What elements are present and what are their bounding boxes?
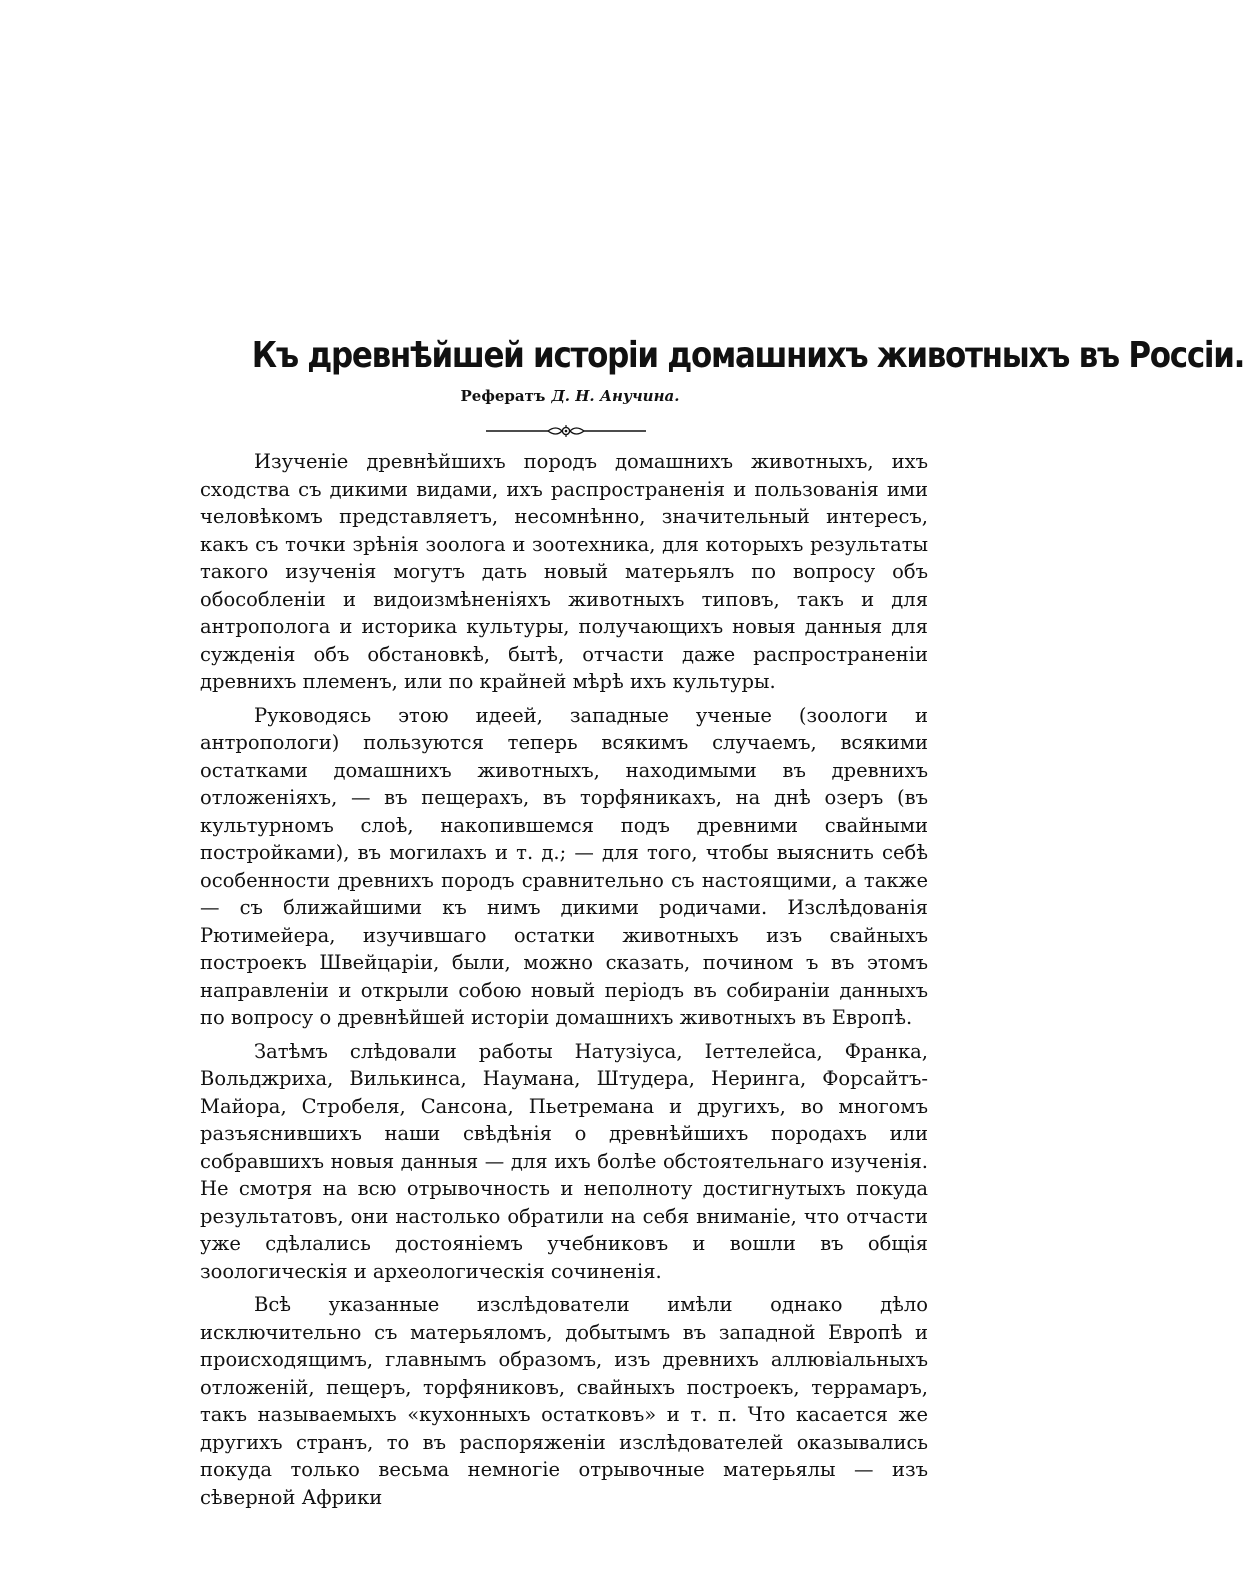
divider-ornament-icon bbox=[486, 424, 646, 438]
paragraph: Руководясь этою идеей, западные ученые (зоологи и антропологи) пользуются теперь всякимъ случаемъ, всякими остатками домашнихъ животныхъ, находимыми въ древнихъ отложеніяхъ, — въ пещерахъ, въ торфяникахъ, на днѣ озеръ (въ культурномъ слоѣ, накопившемся подъ древними свайными постройками), въ могилахъ и т. д.; — для того, чтобы выяснить себѣ особенности древнихъ породъ сравнительно съ настоящими, а также — съ ближайшими къ нимъ дикими родичами. Изслѣдованія Рютимейера, изучившаго остатки животныхъ изъ свайныхъ построекъ Швейцаріи, были, можно сказать, почином ъ въ этомъ направленіи и открыли собою новый періодъ въ собираніи данныхъ по вопросу о древнѣйшей исторіи домашнихъ животныхъ въ Европѣ. bbox=[200, 703, 928, 1029]
paragraph: Затѣмъ слѣдовали работы Натузіуса, Іеттелейса, Франка, Вольджриха, Вилькинса, Наумана, Штудера, Неринга, Форсайтъ-Майора, Стробеля, Сансона, Пьетремана и другихъ, во многомъ разъяснившихъ наши свѣдѣнія о древнѣйшихъ породахъ или собравшихъ новыя данныя — для ихъ болѣе обстоятельнаго изученія. Не смотря на всю отрывочность и неполноту достигнутыхъ покуда результатовъ, они настолько обратили на себя вниманіе, что отчасти уже сдѣлались достояніемъ учебниковъ и вошли въ общія зоологическія и археологическія сочиненія. bbox=[200, 1039, 928, 1283]
article-title: Къ древнѣйшей исторіи домашнихъ животныхъ въ Россіи. bbox=[251, 335, 1244, 376]
paragraph: Изученіе древнѣйшихъ породъ домашнихъ животныхъ, ихъ сходства съ дикими видами, ихъ распространенія и пользованія ими человѣкомъ представляетъ, несомнѣнно, значительный интересъ, какъ съ точки зрѣнія зоолога и зоотехника, для которыхъ результаты такого изученія могутъ дать новый матерьялъ по вопросу объ обособленіи и видоизмѣненіяхъ животныхъ типовъ, такъ и для антрополога и историка культуры, получающихъ новыя данныя для сужденія объ обстановкѣ, бытѣ, отчасти даже распространеніи древнихъ племенъ, или по крайней мѣрѣ ихъ культуры. bbox=[200, 450, 928, 693]
article-body bbox=[200, 448, 928, 1517]
byline-author: Д. Н. Анучина. bbox=[551, 387, 680, 405]
byline-prefix: Рефератъ bbox=[460, 387, 546, 405]
paragraph: Всѣ указанные изслѣдователи имѣли однако дѣло исключительно съ матерьяломъ, добытымъ въ западной Европѣ и происходящимъ, главнымъ образомъ, изъ древнихъ аллювіальныхъ отложеній, пещеръ, торфяниковъ, свайныхъ построекъ, террамаръ, такъ называемыхъ «кухонныхъ остатковъ» и т. п. Что касается же другихъ странъ, то въ распоряженіи изслѣдователей оказывались покуда только весьма немногіе отрывочные матерьялы — изъ сѣверной Африки bbox=[200, 1293, 928, 1509]
article-byline bbox=[300, 386, 840, 406]
